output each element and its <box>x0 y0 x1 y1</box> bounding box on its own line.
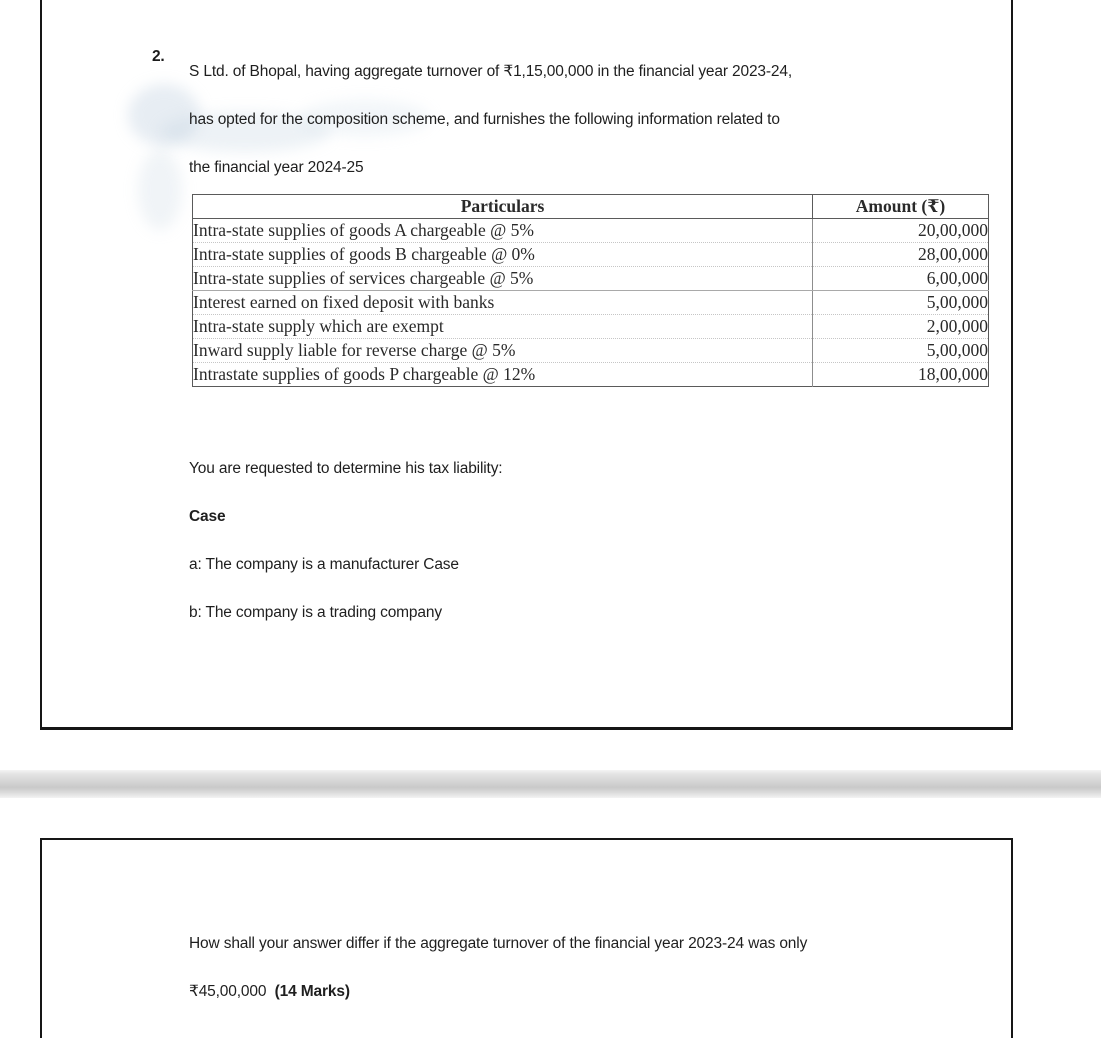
cell-particulars: Inward supply liable for reverse charge @ 5% <box>193 339 813 363</box>
cell-particulars: Intra-state supplies of goods B chargeable @ 0% <box>193 243 813 267</box>
cell-amount: 5,00,000 <box>813 291 989 315</box>
cell-particulars: Intra-state supplies of services chargeable @ 5% <box>193 267 813 291</box>
particulars-table <box>192 194 989 387</box>
intro-line: S Ltd. of Bhopal, having aggregate turnover of ₹1,15,00,000 in the financial year 2023-24, <box>189 63 793 80</box>
question-intro-text <box>189 48 984 192</box>
cell-particulars: Intra-state supply which are exempt <box>193 315 813 339</box>
table-row <box>193 219 989 243</box>
case-option-a: a: The company is a manufacturer Case <box>189 556 459 573</box>
case-option-b: b: The company is a trading company <box>189 604 442 621</box>
cell-particulars: Intrastate supplies of goods P chargeable @ 12% <box>193 364 536 384</box>
followup-question-text: How shall your answer differ if the aggregate turnover of the financial year 2023-24 was only <box>189 935 808 952</box>
question-cases-block <box>189 445 949 637</box>
table-row <box>193 363 989 387</box>
table-row <box>193 291 989 315</box>
cell-amount: 6,00,000 <box>813 267 989 291</box>
cell-amount: 20,00,000 <box>813 219 989 243</box>
page-separator-band <box>0 770 1101 798</box>
column-header-particulars: Particulars <box>193 195 813 219</box>
intro-line: has opted for the composition scheme, and furnishes the following information related to <box>189 111 780 128</box>
column-header-amount: Amount (₹) <box>813 195 989 219</box>
table-row <box>193 267 989 291</box>
table-row <box>193 315 989 339</box>
marks-label: (14 Marks) <box>274 983 350 1000</box>
table-header-row <box>193 195 989 219</box>
cell-amount: 18,00,000 <box>813 363 989 387</box>
intro-line: the financial year 2024-25 <box>189 159 364 176</box>
table-row <box>193 243 989 267</box>
cell-particulars: Intra-state supplies of goods A chargeable @ 5% <box>193 219 813 243</box>
followup-block <box>189 920 969 1016</box>
cell-amount: 5,00,000 <box>813 339 989 363</box>
question-block <box>152 48 982 192</box>
case-heading: Case <box>189 508 226 525</box>
table-row <box>193 339 989 363</box>
followup-amount-line <box>189 968 969 1016</box>
cell-amount: 2,00,000 <box>813 315 989 339</box>
instruction-text: You are requested to determine his tax liability: <box>189 460 503 477</box>
followup-amount: ₹45,00,000 <box>189 983 267 1000</box>
cell-particulars: Interest earned on fixed deposit with banks <box>193 291 813 315</box>
cell-amount: 28,00,000 <box>813 243 989 267</box>
question-number: 2. <box>152 48 165 65</box>
